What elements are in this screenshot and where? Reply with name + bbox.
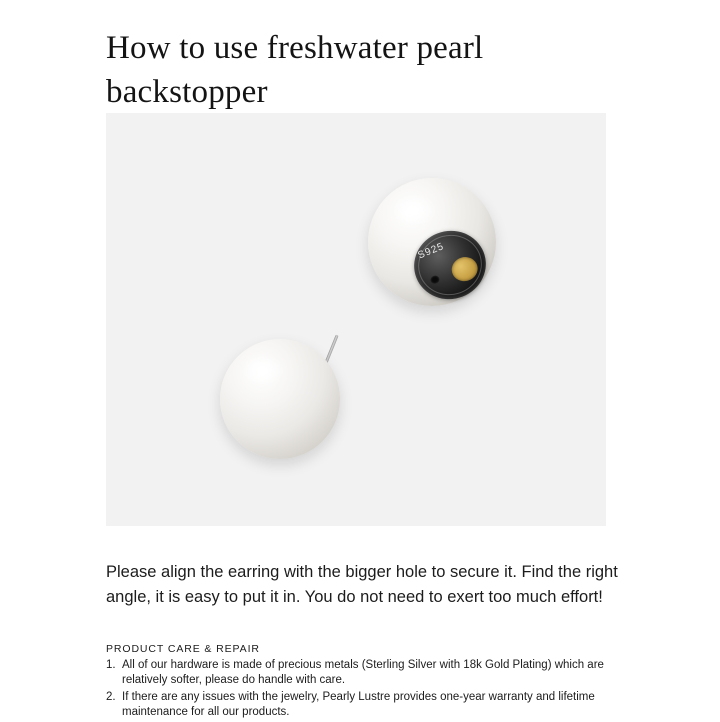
pearl-with-backstopper: [368, 178, 496, 306]
list-item-number: 2.: [106, 691, 116, 703]
list-item: [106, 658, 606, 688]
list-item-number: 1.: [106, 659, 116, 671]
product-care-list: [106, 658, 606, 720]
pearl-highlight-icon: [242, 355, 284, 385]
list-item-text: All of our hardware is made of precious metals (Sterling Silver with 18k Gold Plating) which are relatively softer, please do handle with care.: [122, 659, 604, 686]
list-item-text: If there are any issues with the jewelry, Pearly Lustre provides one-year warranty and lifetime maintenance for all our products.: [122, 691, 595, 718]
pearl-stud-earring: [220, 339, 340, 459]
product-care-heading: PRODUCT CARE & REPAIR: [106, 643, 260, 655]
product-image-panel: [106, 113, 606, 526]
backstopper-engraving-label: S925: [416, 240, 446, 262]
instruction-text: Please align the earring with the bigger hole to secure it. Find the right angle, it is easy to put it in. You do not need to exert too much effort!: [106, 562, 618, 606]
product-care-section: [106, 643, 606, 722]
page-title: How to use freshwater pearl backstopper: [106, 30, 484, 111]
backstopper-disc: [406, 222, 494, 307]
list-item: [106, 690, 606, 720]
pearl-highlight-icon: [392, 194, 436, 226]
